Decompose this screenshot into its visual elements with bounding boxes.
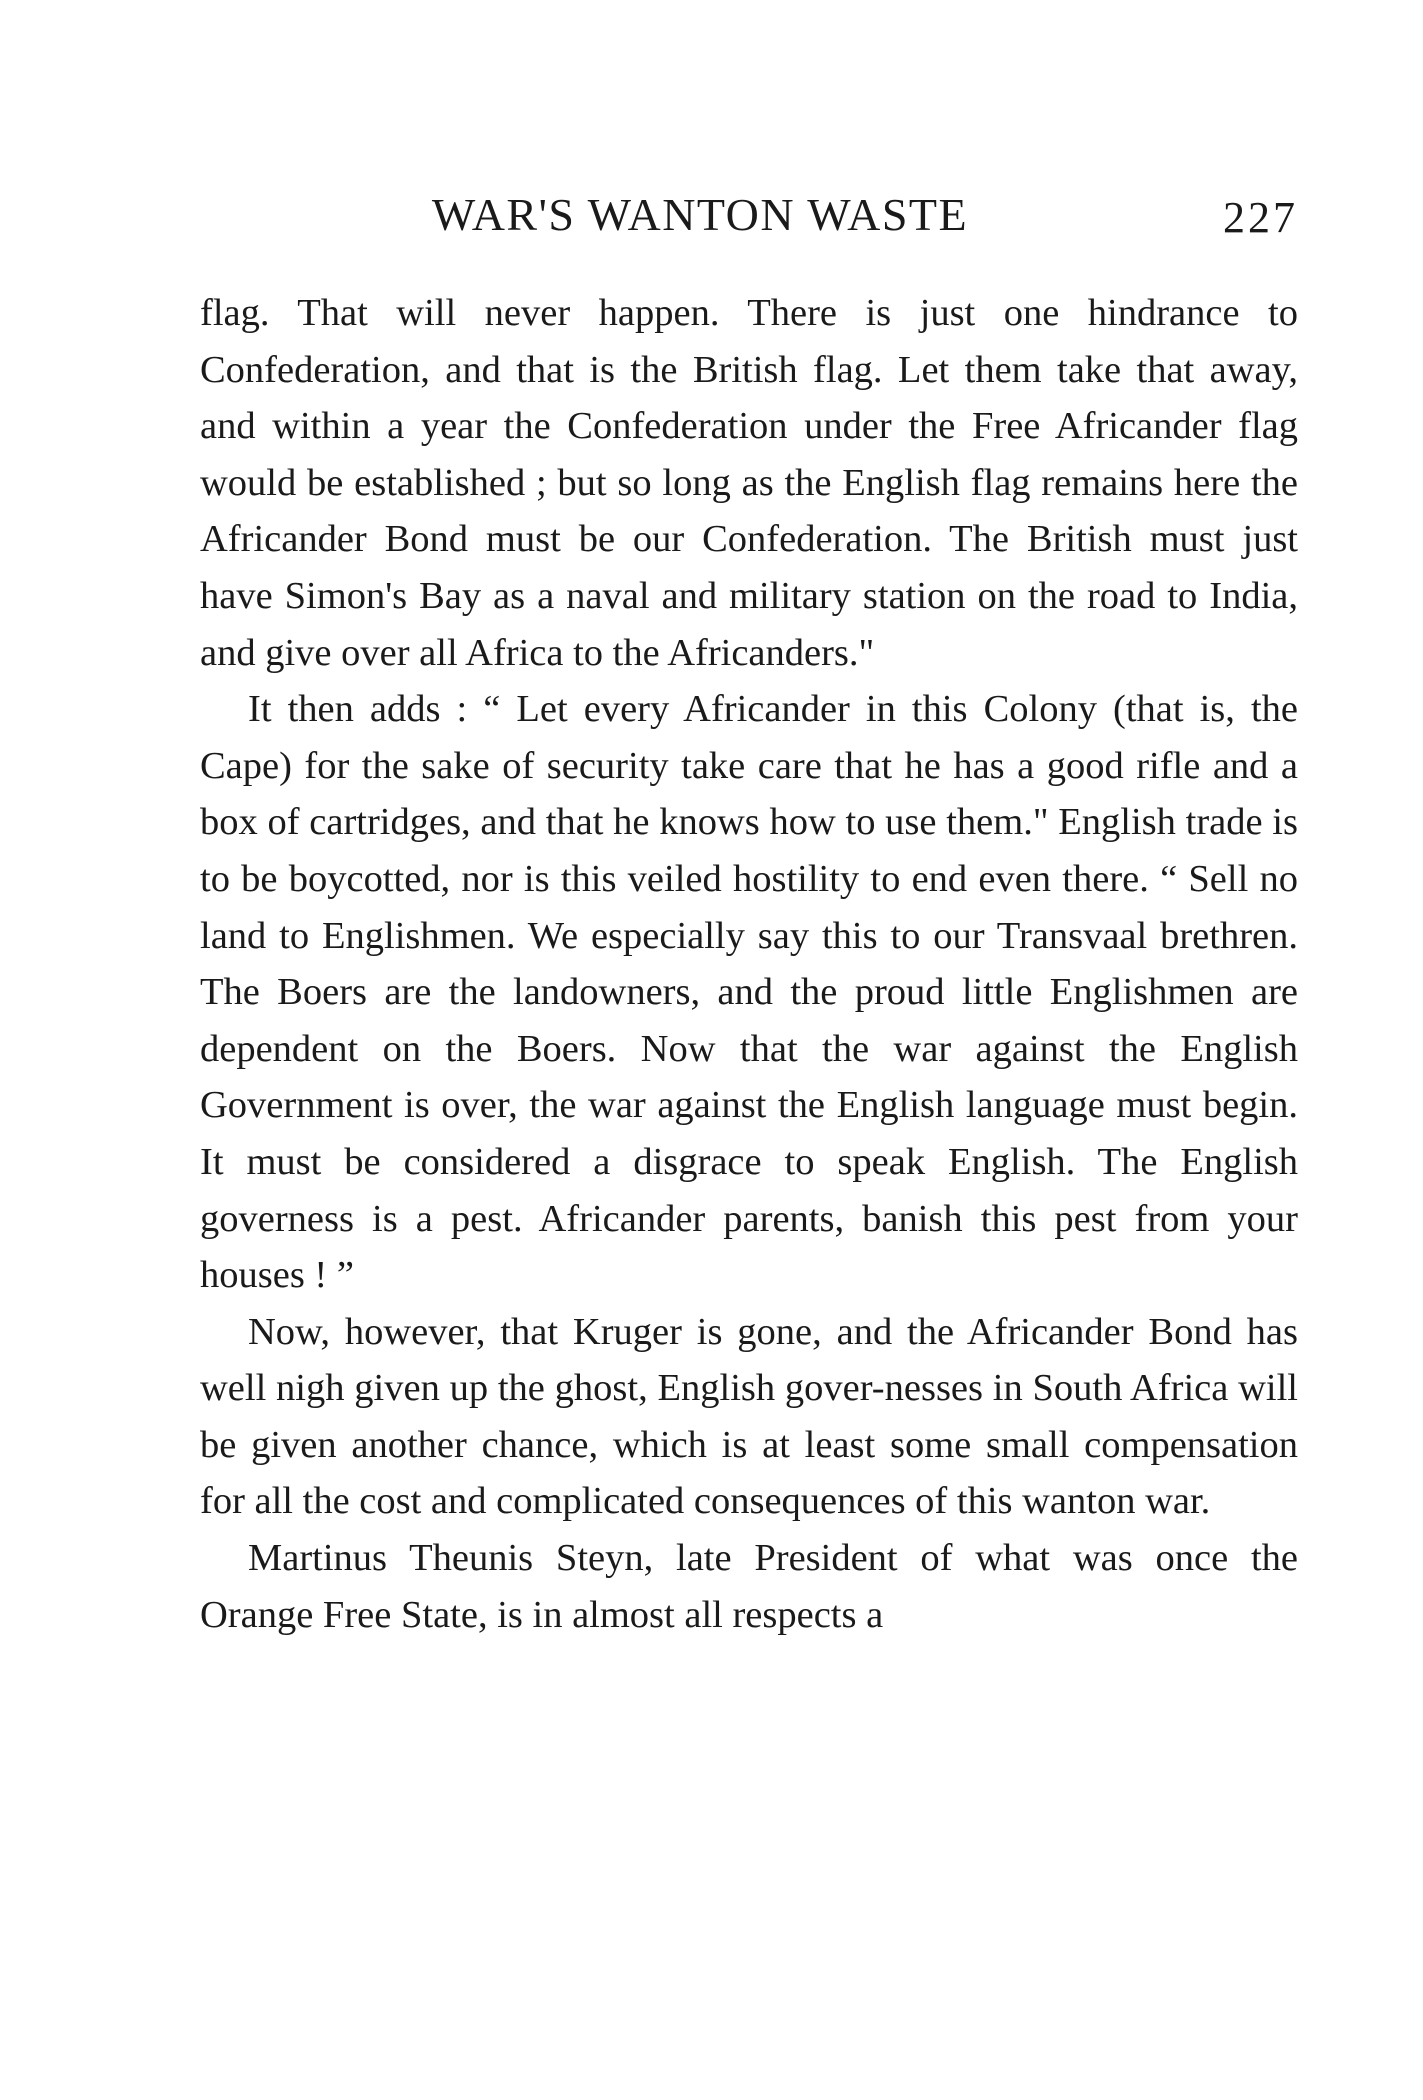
running-title: WAR'S WANTON WASTE	[431, 189, 969, 240]
running-head	[200, 188, 1318, 258]
paragraph-4: Martinus Theunis Steyn, late President of what was once the Orange Free State, is in almost all respects a	[200, 1537, 1298, 1636]
body-text	[200, 285, 1298, 1643]
paragraph-3: Now, however, that Kruger is gone, and the Africander Bond has well nigh given up the ghost, English gover-nesses in South Africa will be given another chance, which is at least some small compensation for all the cost and complicated consequences of this wanton war.	[200, 1310, 1298, 1523]
paragraph-1: flag. That will never happen. There is just one hindrance to Confederation, and that is the British flag. Let them take that away, and within a year the Confederation under the Free Africander flag would be established ; but so long as the English flag remains here the Africander Bond must be our Confederation. The British must just have Simon's Bay as a naval and military station on the road to India, and give over all Africa to the Africanders."	[200, 292, 1298, 674]
paragraph-2: It then adds : “ Let every Africander in this Colony (that is, the Cape) for the sake of security take care that he has a good rifle and a box of cartridges, and that he knows how to use them." English trade is to be boycotted, nor is this veiled hostility to end even there. “ Sell no land to Englishmen. We especially say this to our Transvaal brethren. The Boers are the landowners, and the proud little Englishmen are dependent on the Boers. Now that the war against the English Government is over, the war against the English language must begin. It must be considered a disgrace to speak English. The English governess is a pest. Africander parents, banish this pest from your houses ! ”	[200, 688, 1298, 1297]
page-number: 227	[1223, 193, 1298, 242]
